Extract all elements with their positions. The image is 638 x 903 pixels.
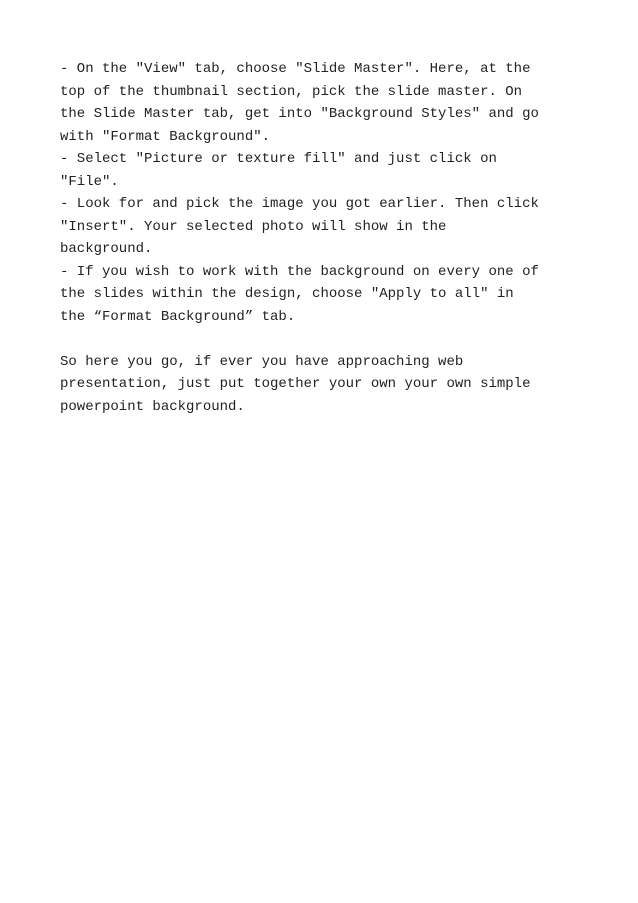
text-line: presentation, just put together your own your own simple	[60, 376, 531, 392]
text-line: "File".	[60, 173, 119, 190]
text-line: the Slide Master tab, get into "Background Styles" and go	[60, 106, 539, 122]
text-line: with "Format Background".	[60, 128, 271, 145]
text-line: the “Format Background” tab.	[60, 308, 296, 325]
text-line: - Look for and pick the image you got earlier. Then click	[60, 196, 539, 212]
text-line: "Insert". Your selected photo will show in the	[60, 218, 447, 235]
text-line: - Select "Picture or texture fill" and just click on	[60, 151, 497, 167]
text-line: - On the "View" tab, choose "Slide Master". Here, at the	[60, 61, 531, 77]
text-line: top of the thumbnail section, pick the slide master. On	[60, 83, 523, 100]
text-line: background.	[60, 241, 153, 257]
document-body	[60, 58, 600, 418]
text-line: - If you wish to work with the background on every one of	[60, 263, 539, 280]
text-line: So here you go, if ever you have approaching web	[60, 353, 464, 370]
text-line: powerpoint background.	[60, 398, 245, 415]
paragraph-gap	[60, 328, 600, 351]
text-line: the slides within the design, choose "Apply to all" in	[60, 286, 514, 302]
